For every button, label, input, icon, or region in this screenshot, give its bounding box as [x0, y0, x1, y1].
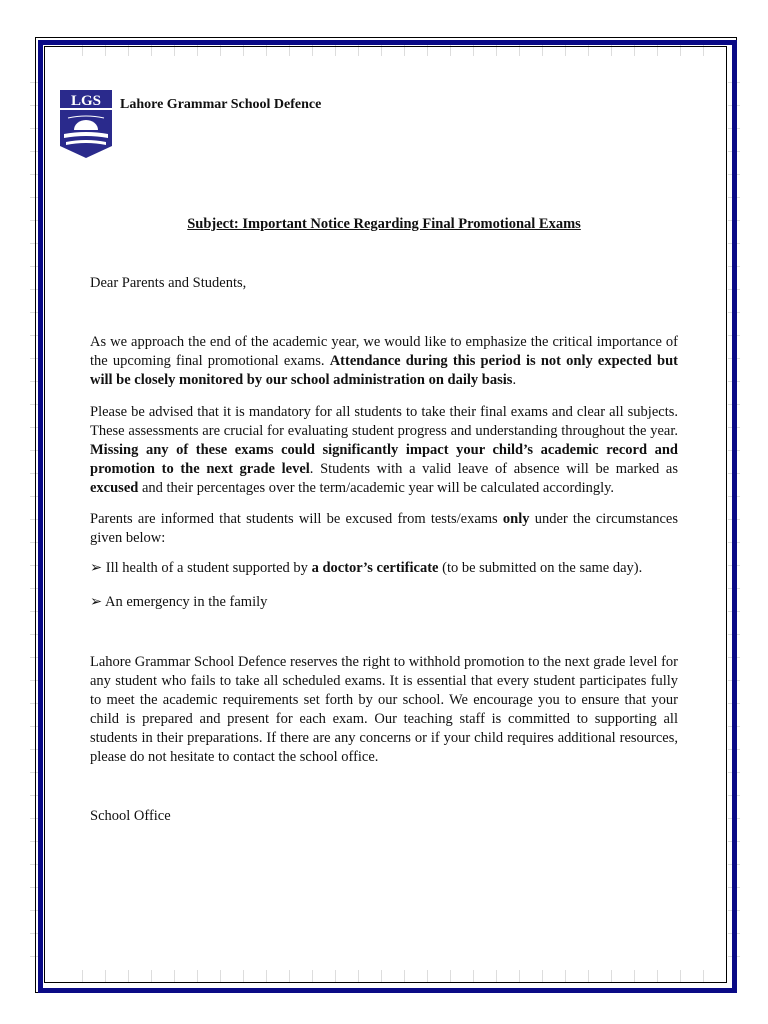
paragraph-attendance: As we approach the end of the academic year, we would like to emphasize the critical importance of the upcoming final promotional exams. Attendance during this period is not only expected but will be closely monitored by our school administration on daily basis.	[90, 334, 678, 388]
arrow-bullet-icon: ➢	[90, 594, 103, 610]
svg-text:LGS: LGS	[70, 93, 102, 109]
subject-line: Subject: Important Notice Regarding Final Promotional Exams	[187, 216, 581, 232]
arrow-bullet-icon: ➢	[90, 560, 103, 576]
signature: School Office	[90, 808, 171, 824]
paragraph-mandatory: Please be advised that it is mandatory for all students to take their final exams and clear all subjects. These assessments are crucial for evaluating student progress and understanding throughout the year. Missing any of these exams could significantly impact your child’s academic record and promotion to the next grade level. Students with a valid leave of absence will be marked as excused and their percentages over the term/academic year will be calculated accordingly.	[90, 404, 678, 496]
school-name: Lahore Grammar School Defence	[120, 97, 322, 112]
bullet-item: ➢ Ill health of a student supported by a doctor’s certificate (to be submitted on the same day).	[90, 560, 643, 576]
paragraph-promotion-policy: Lahore Grammar School Defence reserves the right to withhold promotion to the next grade level for any student who fails to take all scheduled exams. It is essential that every student participates fully to meet the academic requirements set forth by our school. We encourage you to ensure that your child is prepared and present for each exam. Our teaching staff is committed to supporting all students in their preparations. If there are any concerns or if your child requires additional resources, please do not hesitate to contact the school office.	[90, 654, 678, 765]
bullet-item: ➢ An emergency in the family	[90, 594, 268, 610]
school-logo	[60, 90, 112, 158]
paragraph-circumstances: Parents are informed that students will be excused from tests/exams only under the circumstances given below:	[90, 511, 678, 546]
salutation: Dear Parents and Students,	[90, 275, 247, 291]
